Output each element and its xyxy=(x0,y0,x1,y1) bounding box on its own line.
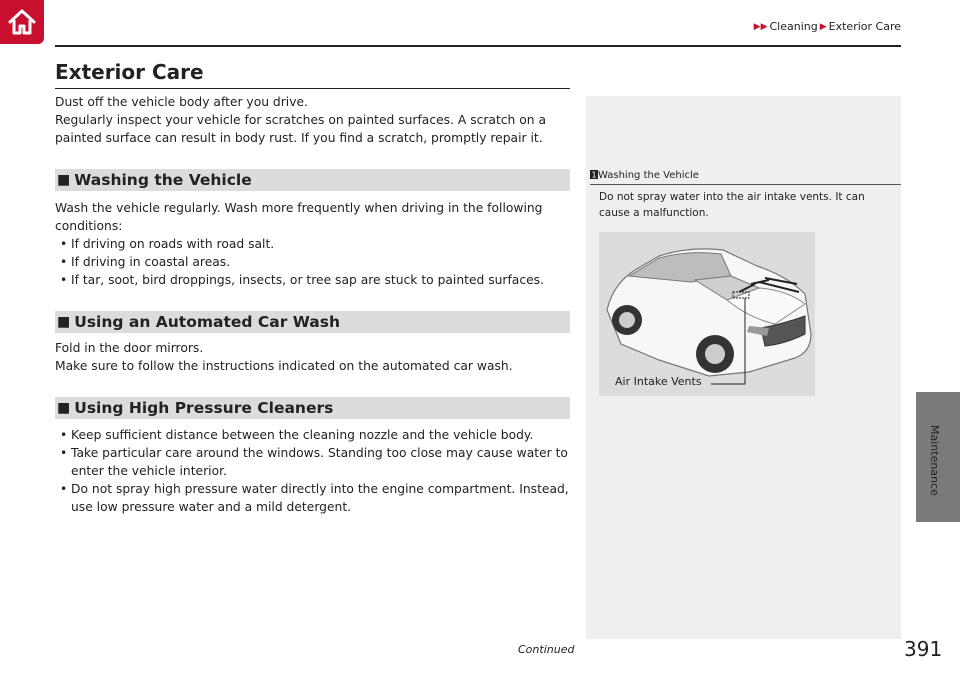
breadcrumb xyxy=(754,20,901,33)
intro-line: Regularly inspect your vehicle for scratches on painted surfaces. A scratch on a xyxy=(55,113,547,127)
list-item: • If driving on roads with road salt. xyxy=(60,237,275,251)
section-heading-automated-wash xyxy=(55,311,570,333)
list-item: • If tar, soot, bird droppings, insects, or tree sap are stuck to painted surfaces. xyxy=(60,273,544,287)
breadcrumb-arrow-icon: ▶ xyxy=(819,21,827,32)
svg-text:1: 1 xyxy=(591,170,597,179)
note-title: 1 Washing the Vehicle xyxy=(591,170,699,181)
section-heading-text: Washing the Vehicle xyxy=(74,171,252,189)
intro-line: painted surface can result in body rust. If you find a scratch, promptly repair it. xyxy=(55,131,543,145)
continued-label: Continued xyxy=(518,643,575,656)
note-text: Do not spray water into the air intake vents. It can cause a malfunction. xyxy=(599,191,865,219)
page-title: Exterior Care xyxy=(55,60,204,84)
section-text: Make sure to follow the instructions indicated on the automated car wash. xyxy=(55,359,513,373)
title-divider xyxy=(55,88,570,89)
home-icon xyxy=(7,8,37,36)
section-text: Wash the vehicle regularly. Wash more frequently when driving in the following xyxy=(55,201,543,215)
square-bullet-icon: ■ xyxy=(57,314,71,330)
car-drawing xyxy=(599,232,815,396)
section-heading-text: Using an Automated Car Wash xyxy=(74,313,341,331)
bullet-list xyxy=(55,426,575,516)
breadcrumb-arrow-icon: ▶▶ xyxy=(753,21,768,32)
square-bullet-icon: ■ xyxy=(57,172,71,188)
breadcrumb-item-exterior-care[interactable]: Exterior Care xyxy=(828,20,901,33)
breadcrumb-item-cleaning[interactable]: Cleaning xyxy=(769,20,818,33)
callout-label: Air Intake Vents xyxy=(615,375,702,388)
intro-line: Dust off the vehicle body after you drive. xyxy=(55,95,308,109)
square-bullet-icon: ■ xyxy=(57,400,71,416)
page-number: 391 xyxy=(904,637,943,661)
section-heading-text: Using High Pressure Cleaners xyxy=(74,399,334,417)
section-heading-washing xyxy=(55,169,570,191)
bullet-list xyxy=(55,235,575,289)
list-item: • Take particular care around the windows. Standing too close may cause water to enter the vehicle interior. xyxy=(60,446,568,478)
chapter-tab-label: Maintenance xyxy=(928,425,941,496)
home-button[interactable] xyxy=(0,0,44,44)
list-item: • If driving in coastal areas. xyxy=(60,255,231,269)
car-illustration xyxy=(599,232,815,396)
section-text: Fold in the door mirrors. xyxy=(55,341,204,355)
note-marker-icon xyxy=(590,170,598,179)
list-item: • Keep sufficient distance between the cleaning nozzle and the vehicle body. xyxy=(60,428,534,442)
note-divider xyxy=(590,184,901,185)
section-heading-high-pressure xyxy=(55,397,570,419)
section-text: conditions: xyxy=(55,219,123,233)
list-item: • Do not spray high pressure water directly into the engine compartment. Instead, use low pressure water and a mild detergent. xyxy=(60,482,569,514)
header-divider xyxy=(55,45,901,47)
